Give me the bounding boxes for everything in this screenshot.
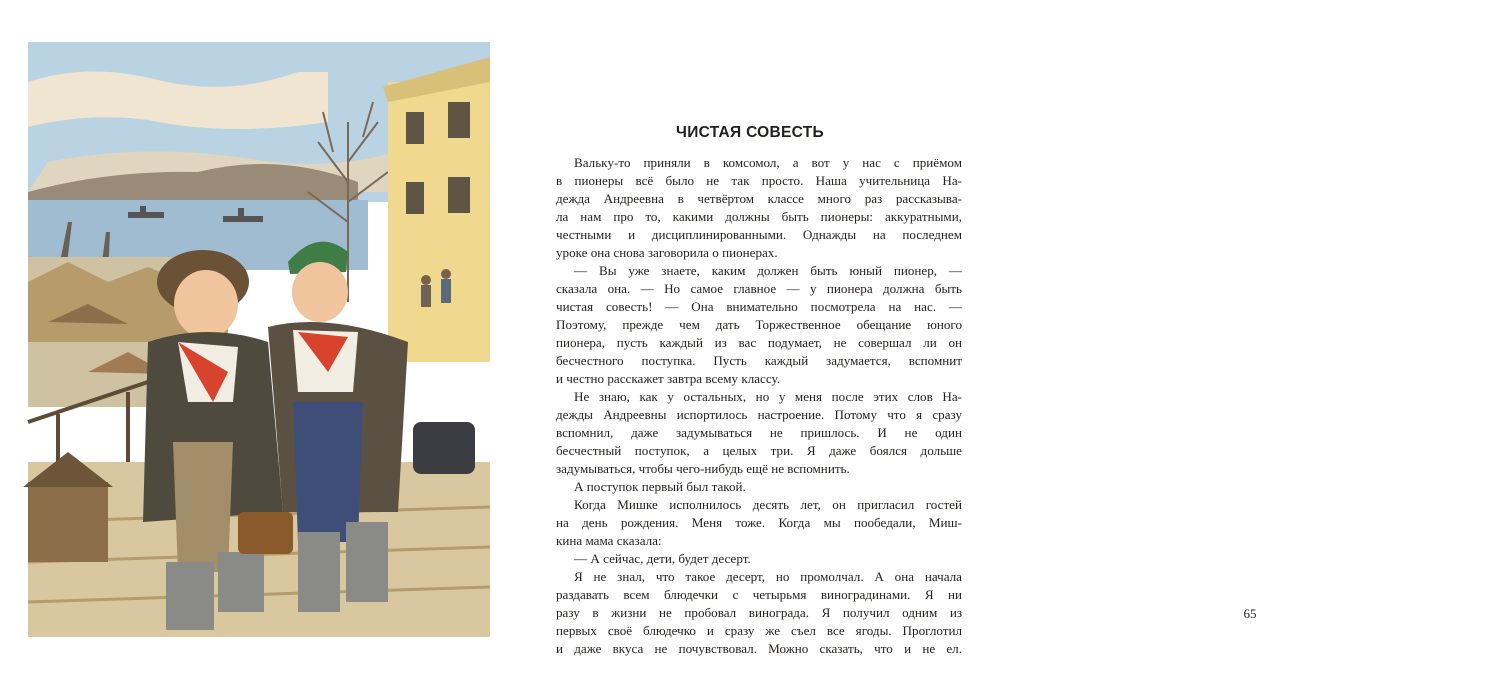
text-line: уроке она снова заговорила о пионерах. [556, 245, 778, 260]
text-line: бесчестный поступок, а целых три. Я даже боялся дольше [556, 443, 962, 458]
text-line: задумываться, чтобы чего-нибудь ещё не вспомнить. [556, 461, 850, 476]
text-line: Когда Мишке исполнилось десять лет, он пригласил гостей [574, 497, 962, 512]
text-line: А поступок первый был такой. [574, 479, 746, 494]
text-line: ла нам про то, какими должны быть пионеры: аккуратными, [556, 209, 962, 224]
text-line: Не знаю, как у остальных, но у меня после этих слов На- [574, 389, 962, 404]
text-line: дежды Андреевны испортилось настроение. Потому что я сразу [556, 407, 962, 422]
text-line: — Вы уже знаете, каким должен быть юный пионер, — [574, 263, 962, 278]
text-line: разу в жизни не пробовал винограда. Я получил одним из [556, 605, 962, 620]
text-line: кина мама сказала: [556, 533, 662, 548]
chapter-title: ЧИСТАЯ СОВЕСТЬ [676, 124, 824, 141]
text-line: пионера, пусть каждый из вас подумает, не совершал ли он [556, 335, 962, 350]
text-line: Поэтому, прежде чем дать Торжественное обещание юного [556, 317, 962, 332]
text-line: и честно расскажет завтра всему классу. [556, 371, 781, 386]
text-line: на день рождения. Меня тоже. Когда мы пообедали, Миш- [556, 515, 962, 530]
illustration [28, 42, 490, 637]
text-line: Валькy-то приняли в комсомол, а вот у нас с приёмом [574, 155, 962, 170]
text-line: раздавать всем блюдечки с четырьмя виноградинами. Я ни [556, 587, 962, 602]
text-line: вспомнил, даже задумываться не пришлось. И не один [556, 425, 962, 440]
illustration-artwork [28, 42, 490, 637]
text-line: — А сейчас, дети, будет десерт. [574, 551, 751, 566]
text-line: чистая совесть! — Она внимательно посмотрела на нас. — [556, 299, 962, 314]
text-line: Я не знал, что такое десерт, но промолчал. А она начала [574, 569, 962, 584]
left-page [0, 0, 500, 677]
text-line: дежда Андреевна в четвёртом классе много раз рассказыва- [556, 191, 962, 206]
text-line: бесчестного поступка. Пусть каждый задумается, вспомнит [556, 353, 962, 368]
text-line: сказала она. — Но самое главное — у пионера должна быть [556, 281, 962, 296]
chapter-text [556, 154, 962, 658]
text-line: в пионеры всё было не так просто. Наша учительница На- [556, 173, 962, 188]
text-line: честными и дисциплинированными. Однажды на последнем [556, 227, 962, 242]
text-line: первых своё блюдечко и сразу же съел все ягоды. Проглотил [556, 623, 962, 638]
page-number: 65 [1243, 606, 1257, 621]
text-line: и даже вкуса не почувствовал. Можно сказать, что и не ел. [556, 641, 962, 656]
